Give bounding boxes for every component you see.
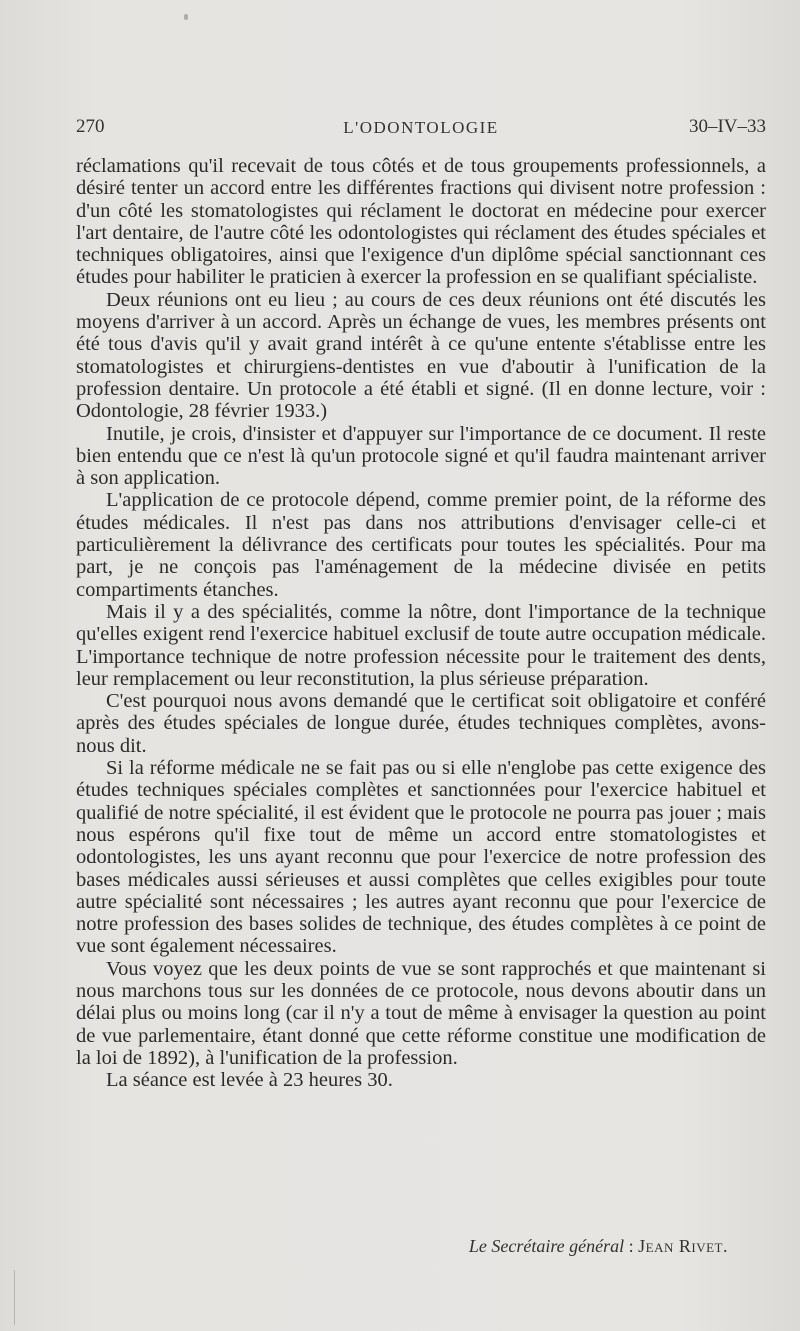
signature-name: Jean Rivet. — [638, 1236, 728, 1256]
issue-date: 30–IV–33 — [688, 116, 766, 137]
paragraph-6: C'est pourquoi nous avons demandé que le certificat soit obligatoire et conféré après des études spéciales de longue durée, études techniques complètes, avons-nous dit. — [76, 690, 766, 757]
paragraph-1: réclamations qu'il recevait de tous côtés et de tous groupements professionnels, a désiré tenter un accord entre les différentes fractions qui divisent notre profession : d'un côté les stomatologistes qui réclament le doctorat en médecine pour exercer l'art dentaire, de l'autre côté les odontologistes qui réclament des études spéciales et techniques obligatoires, ainsi que l'exigence d'un diplôme spécial sanctionnant ces études pour habiliter le praticien à exercer la profession en se qualifiant spécialiste. — [76, 155, 766, 289]
paragraph-9: La séance est levée à 23 heures 30. — [106, 1069, 393, 1092]
paragraph-2: Deux réunions ont eu lieu ; au cours de ces deux réunions ont été discutés les moyens d'arriver à un accord. Après un échange de vues, les membres présents ont été tous d'avis qu'il y avait grand intérêt à ce qu'une entente s'établisse entre les stomatologistes et chirurgiens-dentistes en vue d'aboutir à l'unification de la profession dentaire. Un protocole a été établi et signé. (Il en donne lecture, voir : Odontologie, 28 février 1933.) — [76, 288, 766, 423]
paragraph-7: Si la réforme médicale ne se fait pas ou si elle n'englobe pas cette exigence des études techniques spéciales complètes et sanctionnées pour l'exercice habituel et qualifié de notre spécialité, il est évident que le protocole ne pourra pas jouer ; mais nous espérons qu'il fixe tout de même un accord entre stomatologistes et odontologistes, les uns ayant reconnu que pour l'exercice de notre profession des bases médicales aussi sérieuses et aussi complètes que celles exigibles pour toute autre spécialité sont nécessaires ; les autres ayant reconnu que pour l'exercice de notre profession des bases solides de technique, des études complètes à ce point de vue sont également nécessaires. — [76, 757, 766, 958]
paragraph-8: Vous voyez que les deux points de vue se sont rapprochés et que maintenant si nous marchons tous sur les données de ce protocole, nous devons aboutir dans un délai plus ou moins long (car il n'y a tout de même à envisager la question au point de vue parlementaire, étant donné que cette réforme constitue une modification de la loi de 1892), à l'unification de la profession. — [76, 957, 766, 1069]
margin-mark — [14, 1270, 15, 1325]
signature-line — [469, 1236, 728, 1257]
article-body — [76, 155, 766, 1091]
signature-separator: : — [624, 1236, 639, 1256]
paragraph-3: Inutile, je crois, d'insister et d'appuyer sur l'importance de ce document. Il reste bien entendu que ce n'est là qu'un protocole signé et qu'il faudra maintenant arriver à son application. — [76, 422, 766, 490]
paper-speck — [184, 14, 188, 20]
paragraph-5: Mais il y a des spécialités, comme la nôtre, dont l'importance de la technique qu'elles exigent rend l'exercice habituel exclusif de toute autre occupation médicale. L'importance technique de notre profession nécessite pour le traitement des dents, leur remplacement ou leur reconstitution, la plus sérieuse préparation. — [76, 600, 766, 690]
journal-title: L'ODONTOLOGIE — [343, 118, 499, 137]
paragraph-4: L'application de ce protocole dépend, comme premier point, de la réforme des études médicales. Il n'est pas dans nos attributions d'envisager celle-ci et particulièrement la délivrance des certificats pour toutes les spécialités. Pour ma part, je ne conçois pas l'aménagement de la médecine divisée en petits compartiments étanches. — [76, 489, 766, 601]
signature-role: Le Secrétaire général — [468, 1236, 625, 1256]
page-number: 270 — [76, 116, 105, 137]
running-header — [76, 116, 766, 142]
